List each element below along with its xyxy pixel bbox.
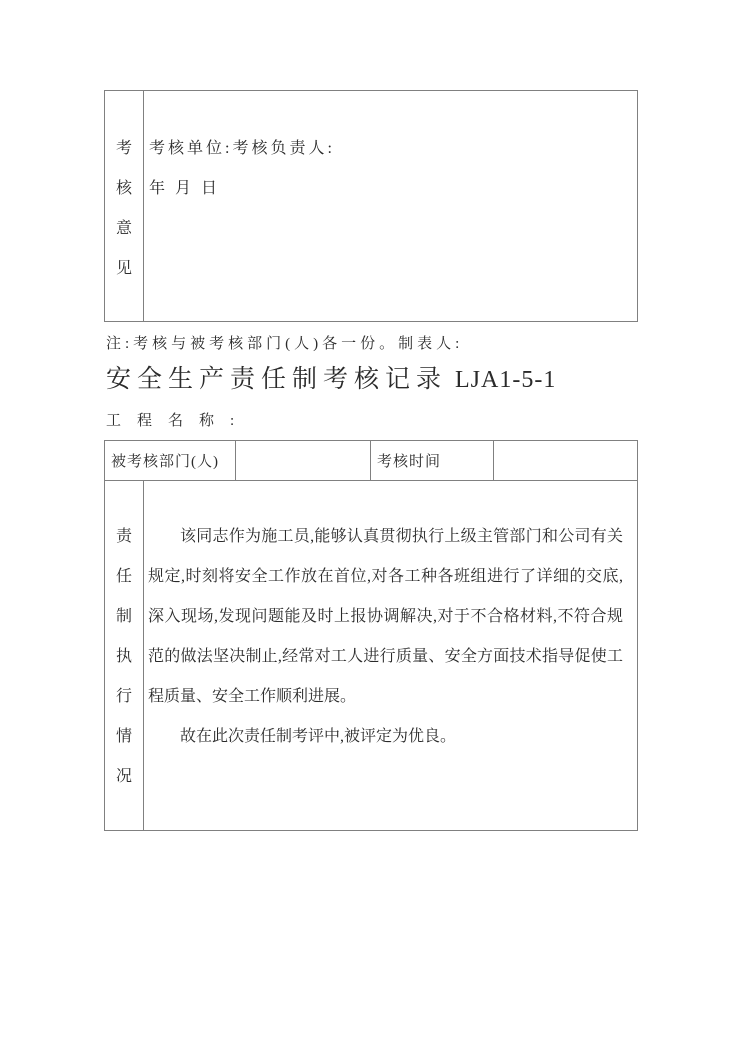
assessment-time-header-cell: 考核时间 (371, 441, 494, 480)
vertical-label-char: 制 (115, 608, 132, 625)
note-line: 注:考核与被考核部门(人)各一份。制表人: (106, 336, 464, 352)
assessment-opinion-table (104, 90, 638, 322)
document-title-text: 安全生产责任制考核记录 (106, 366, 448, 393)
assessment-opinion-label (105, 91, 144, 321)
project-name-label: 工程名称: (106, 413, 251, 429)
responsibility-execution-label (105, 481, 144, 830)
assessment-time-value-cell (494, 441, 637, 480)
vertical-label-char: 执 (115, 648, 132, 665)
vertical-label-char: 意 (115, 220, 132, 237)
document-form-code: LJA1-5-1 (455, 367, 557, 393)
vertical-label-char: 情 (115, 728, 132, 745)
record-table-header-row (105, 441, 637, 481)
assessed-department-value-cell (236, 441, 371, 480)
date-line: 年 月 日 (149, 180, 221, 197)
assessor-unit-line: 考核单位:考核负责人: (149, 140, 335, 157)
vertical-label-char: 考 (115, 140, 132, 157)
record-table-body-row (105, 481, 637, 830)
body-paragraph: 该同志作为施工员,能够认真贯彻执行上级主管部门和公司有关规定,时刻将安全工作放在首位,对各工种各班组进行了详细的交底,深入现场,发现问题能及时上报协调解决,对于不合格材料,不符合规范的做法坚决制止,经常对工人进行质量、安全方面技术指导促使工程质量、安全工作顺利进展。 (148, 528, 623, 705)
assessment-opinion-cell (144, 91, 637, 321)
vertical-label-char: 况 (115, 768, 132, 785)
vertical-label-char: 见 (115, 260, 132, 277)
body-paragraph: 故在此次责任制考评中,被评定为优良。 (180, 728, 457, 745)
responsibility-execution-cell (144, 481, 637, 830)
assessment-record-table (104, 440, 638, 831)
vertical-label-char: 核 (115, 180, 132, 197)
vertical-label-char: 任 (115, 568, 132, 585)
document-title (106, 362, 556, 401)
assessed-department-header-cell: 被考核部门(人) (105, 441, 236, 480)
vertical-label-char: 责 (115, 528, 132, 545)
vertical-label-char: 行 (115, 688, 132, 705)
